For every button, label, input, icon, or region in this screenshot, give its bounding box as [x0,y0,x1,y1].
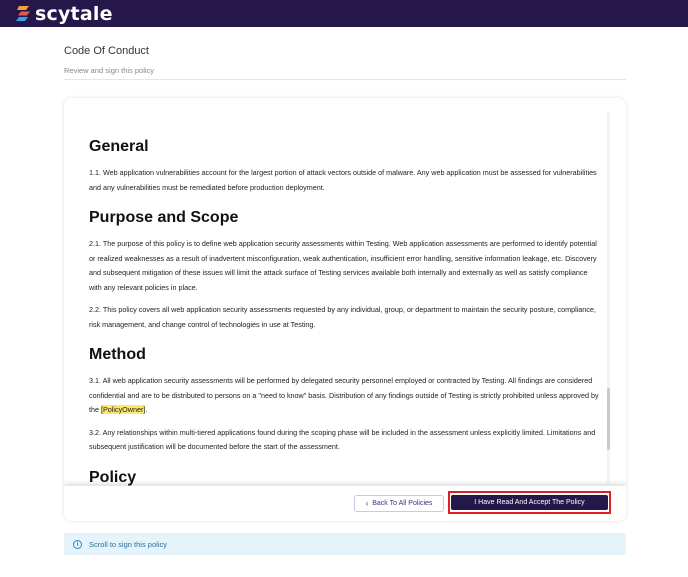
notice-text: Scroll to sign this policy [89,539,167,549]
section-paragraph: 3.2. Any relationships within multi-tiered applications found during the scoping phase will be included in the assessment unless explicitly limited. Limitations and subsequent justification will be documented before the start of the assessment. [89,427,596,451]
back-to-all-policies-button[interactable] [354,495,444,512]
document-scrollbar[interactable] [607,112,610,484]
policy-actions-bar [64,486,626,521]
info-icon: i [73,540,82,549]
section-paragraph: 2.2. This policy covers all web application security assessments requested by any individual, group, or department to maintain the security posture, compliance, risk management, and change control of technologies in use at Testing. [89,305,596,329]
policy-document-content [64,98,599,487]
scroll-to-sign-notice [64,533,626,555]
policy-owner-placeholder: [PolicyOwner] [101,405,146,414]
page-title: Code Of Conduct [64,45,149,57]
section-heading-policy: Policy [89,468,137,486]
section-paragraph [89,374,599,418]
top-bar [0,0,688,27]
paragraph-text: 3.1. All web application security assessments will be performed by delegated security personnel employed or contracted by Testing. All findings are considered confidential and are to be distributed to persons on a "need to know" basis. Distribution of any findings outside of Testing is strictly prohibited unless approved by the [89,376,599,414]
accept-policy-button[interactable]: I Have Read And Accept The Policy [451,495,608,510]
back-button-label: Back To All Policies [372,500,433,507]
section-heading-purpose-and-scope: Purpose and Scope [89,209,239,226]
paragraph-text: . [145,405,148,414]
brand-name: scytale [35,3,113,25]
scytale-logo-icon [16,4,32,24]
policy-document-card [64,98,626,521]
section-heading-method: Method [89,346,146,363]
page-subtitle: Review and sign this policy [64,66,155,75]
scytale-logo[interactable] [16,3,113,25]
section-paragraph: 2.1. The purpose of this policy is to define web application security assessments within Testing. Web application assessments are performed to identify potential or realized weaknesses as a result of inadvertent misconfiguration, weak authentication, insufficient error handling, sensitive information leakage, etc. Discovery and subsequent mitigation of these issues will limit the attack surface of Testing services available both internally and externally as well as satisfy compliance with any relevant policies in place. [89,239,597,292]
section-heading-general: General [89,138,149,155]
section-paragraph: 1.1. Web application vulnerabilities account for the largest portion of attack vectors outside of malware. Any web application must be assessed for vulnerabilities and any vulnerabilities must be remediated before production deployment. [89,168,597,192]
header-divider [64,79,626,80]
chevron-left-icon: ‹ [365,499,369,508]
scrollbar-thumb[interactable] [607,388,610,450]
policy-document-scroll-area[interactable] [64,98,612,488]
